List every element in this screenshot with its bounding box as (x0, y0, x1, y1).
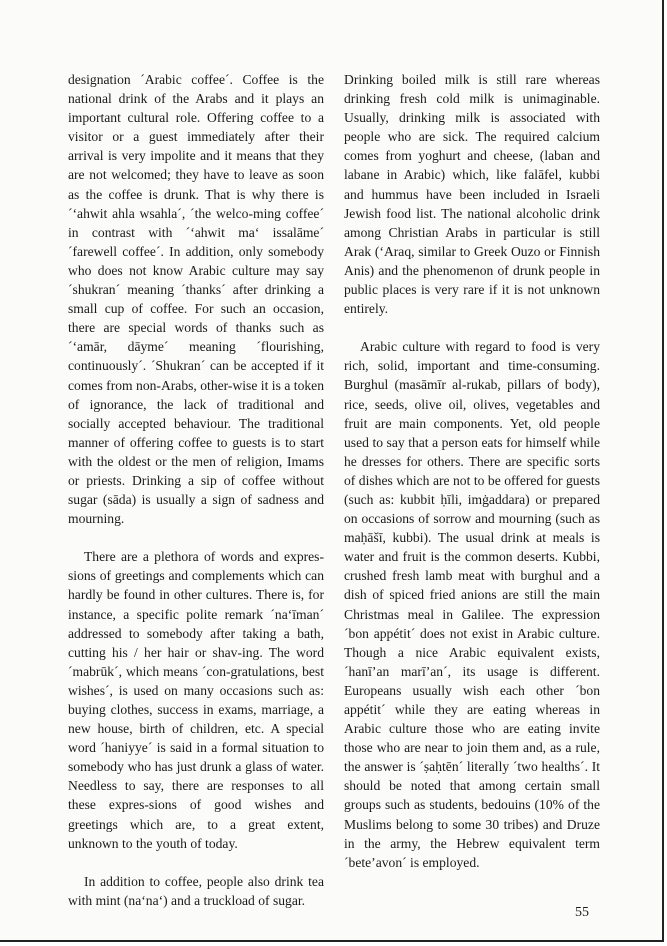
paragraph-greetings: There are a plethora of words and expres-sions of greetings and complements which can hardly be found in other cultures. There is, for instance, a specific polite remark ´na‘īman´ addressed to somebody after taking a bath, cutting his / her hair or shav-ing. The word ´mabrūk´, which means ´con-gratulations, best wishes´, is used on many occasions such as: buying clothes, success in exams, marriage, a new house, birth of children, etc. A special word ´haniyye´ is said in a formal situation to somebody who has just drunk a glass of water. Needless to say, there are responses to all these expres-sions of good wishes and greetings which are, to a great extent, unknown to the youth of today. (68, 549, 324, 851)
left-text-column (68, 70, 324, 929)
paragraph-milk-drinks: Drinking boiled milk is still rare whereas drinking fresh cold milk is unimaginable. Usually, drinking milk is associated with people who are sick. The required calcium comes from yoghurt and cheese, (laban and labane in Arabic) which, like falāfel, kubbi and hummus have been included in Israeli Jewish food list. The national alcoholic drink among Christian Arabs in particular is still Arak (‘Araq, similar to Greek Ouzo or Finnish Anis) and the phenomenon of drunk people in public places is very rare if it is not unknown entirely. (344, 72, 600, 317)
paragraph-tea: In addition to coffee, people also drink tea with mint (na‘na‘) and a truckload of sugar. (68, 873, 324, 908)
page-number: 55 (575, 905, 589, 920)
paragraph-coffee-customs: designation ´Arabic coffee´. Coffee is the national drink of the Arabs and it plays an important cultural role. Offering coffee to a visitor or a guest immediately after their arrival is very impolite and it means that they are not welcomed; they have to leave as soon as the coffee is drunk. That is why there is ´‘ahwit ahla wsahla´, ´the welco-ming coffee´ in contrast with ´‘ahwit ma‘ issalāme´ ´farewell coffee´. In addition, only somebody who does not know Arabic culture may say ´shukran´ meaning ´thanks´ after drinking a small cup of coffee. For such an occasion, there are special words of thanks such as ´‘amār, dāyme´ meaning ´flourishing, continuously´. ´Shukran´ can be accepted if it comes from non-Arabs, other-wise it is a token of ignorance, the lack of traditional and socially accepted behaviour. The traditional manner of offering coffee to guests is to start with the oldest or the men of religion, Imams or priests. Drinking a sip of coffee without sugar (sāda) is usually a sign of sadness and mourning. (68, 72, 324, 527)
right-text-column (344, 70, 600, 891)
paragraph-food-culture: Arabic culture with regard to food is very rich, solid, important and time-consuming. Burghul (masāmīr al-rukab, pillars of body), rice, seeds, olive oil, olives, vegetables and fruit are main components. Yet, old people used to say that a person eats for himself while he dresses for others. There are specific sorts of dishes which are not to be offered for guests (such as: kubbit ḥīli, imġaddara) or prepared on occasions of sorrow and mourning (such as maḥāšī, kubbi). The usual drink at meals is water and fruit is the common deserts. Kubbi, crushed fresh lamb meat with burghul and a dish of spiced fried anions are still the main Christmas meal in Galilee. The expression ´bon appétit´ does not exist in Arabic culture. Though a nice Arabic equivalent exists, ´hanī’an marī’an´, its usage is different. Europeans usually wish each other ´bon appétit´ while they are eating whereas in Arabic culture those who are eating invite those who are near to join them and, as a rule, the answer is ´ṣaḥtēn´ literally ´two healths´. It should be noted that among certain small groups such as students, bedouins (10% of the Muslims belong to some 30 tribes) and Druze in the army, the Hebrew equivalent term ´bete’avon´ is employed. (344, 339, 600, 870)
